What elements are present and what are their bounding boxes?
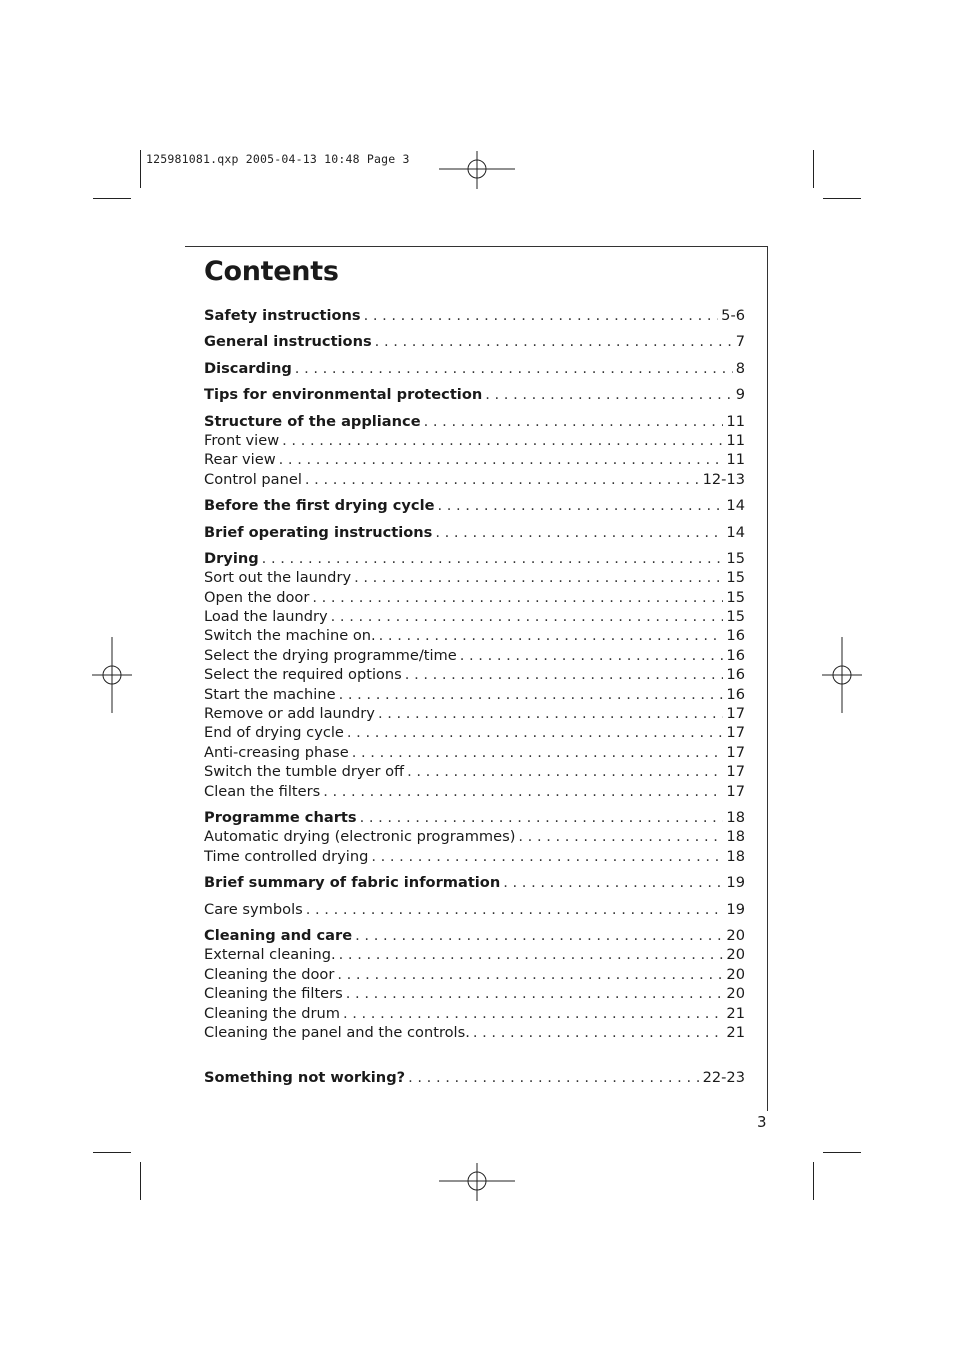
toc-dot-leader (262, 549, 724, 568)
toc-entry (204, 704, 745, 723)
toc-entry-label: External cleaning. (204, 946, 336, 964)
toc-dot-leader (347, 723, 724, 742)
toc-dot-leader (424, 412, 724, 431)
registration-mark-icon (72, 635, 152, 715)
toc-entry-label: Programme charts (204, 808, 357, 826)
toc-entry-label: Sort out the laundry (204, 569, 352, 587)
toc-dot-leader (279, 450, 724, 469)
crop-mark (93, 198, 131, 199)
toc-dot-leader (354, 568, 723, 587)
toc-entry-label: Structure of the appliance (204, 412, 421, 430)
toc-entry (204, 568, 745, 587)
toc-entry (204, 588, 745, 607)
toc-entry (204, 984, 745, 1003)
toc-entry (204, 450, 745, 469)
crop-mark (823, 1152, 861, 1153)
toc-entry-page: 8 (735, 359, 745, 377)
toc-dot-leader (378, 704, 723, 723)
toc-entry (204, 549, 745, 568)
toc-entry-page: 15 (726, 588, 745, 606)
toc-entry (204, 665, 745, 684)
toc-dot-leader (407, 762, 723, 781)
frame-right-rule (767, 246, 768, 1111)
toc-entry-page: 11 (726, 451, 745, 469)
toc-entry-page: 20 (726, 965, 745, 983)
toc-entry-label: Care symbols (204, 900, 303, 918)
toc-entry (204, 873, 745, 892)
toc-entry (204, 626, 745, 645)
crop-mark (140, 1162, 141, 1200)
toc-entry-label: Load the laundry (204, 608, 328, 626)
toc-entry (204, 900, 745, 919)
toc-entry (204, 412, 745, 431)
toc-entry (204, 723, 745, 742)
toc-dot-leader (282, 431, 723, 450)
crop-mark (93, 1152, 131, 1153)
toc-entry-label: Start the machine (204, 685, 336, 703)
toc-entry-label: Before the first drying cycle (204, 497, 435, 515)
toc-entry-page: 17 (726, 782, 745, 800)
toc-dot-leader (339, 945, 724, 964)
toc-entry-label: General instructions (204, 333, 372, 351)
toc-dot-leader (305, 470, 700, 489)
toc-entry (204, 945, 745, 964)
toc-dot-leader (331, 607, 724, 626)
toc-entry-label: Brief operating instructions (204, 523, 433, 541)
toc-dot-leader (339, 685, 724, 704)
toc-entry-label: Select the required options (204, 666, 402, 684)
toc-entry-label: Switch the machine on. (204, 627, 376, 645)
frame-top-rule (185, 246, 768, 247)
registration-mark-icon (437, 1141, 517, 1221)
registration-mark-icon (437, 129, 517, 209)
toc-entry-page: 22-23 (702, 1069, 745, 1087)
toc-entry-page: 16 (726, 646, 745, 664)
registration-mark-icon (802, 635, 882, 715)
toc-dot-leader (503, 873, 723, 892)
toc-dot-leader (360, 808, 724, 827)
toc-entry-label: Cleaning the filters (204, 985, 343, 1003)
toc-entry (204, 607, 745, 626)
toc-entry (204, 496, 745, 515)
toc-dot-leader (437, 496, 723, 515)
toc-entry-label: Discarding (204, 359, 292, 377)
toc-entry (204, 827, 745, 846)
toc-entry-page: 20 (726, 926, 745, 944)
toc-entry (204, 782, 745, 801)
toc-entry-page: 20 (726, 985, 745, 1003)
toc-entry-label: Safety instructions (204, 307, 361, 324)
toc-dot-leader (295, 359, 733, 378)
print-slug: 125981081.qxp 2005-04-13 10:48 Page 3 (146, 152, 410, 166)
toc-dot-leader (323, 782, 723, 801)
toc-entry (204, 1068, 745, 1087)
crop-mark (813, 1162, 814, 1200)
toc-entry-page: 14 (726, 497, 745, 515)
crop-mark (140, 150, 141, 188)
toc-entry-page: 18 (726, 847, 745, 865)
toc-entry-page: 11 (726, 431, 745, 449)
toc-entry-page: 17 (726, 705, 745, 723)
toc-entry (204, 332, 745, 351)
toc-entry-label: Cleaning and care (204, 926, 353, 944)
toc-entry (204, 847, 745, 866)
toc-entry-label: Remove or add laundry (204, 705, 375, 723)
toc-entry (204, 743, 745, 762)
toc-entry-label: Clean the filters (204, 782, 321, 800)
toc-entry-label: End of drying cycle (204, 724, 344, 742)
toc-entry-page: 17 (726, 724, 745, 742)
toc-entry-page: 15 (726, 569, 745, 587)
toc-dot-leader (306, 900, 724, 919)
toc-entry-page: 19 (726, 874, 745, 892)
toc-entry-page: 16 (726, 685, 745, 703)
toc-entry (204, 359, 745, 378)
toc-entry-page: 9 (735, 386, 745, 404)
toc-entry (204, 1023, 745, 1042)
table-of-contents (204, 306, 745, 1088)
toc-entry-label: Select the drying programme/time (204, 646, 457, 664)
toc-entry-label: Time controlled drying (204, 847, 369, 865)
toc-entry (204, 306, 745, 325)
toc-dot-leader (518, 827, 723, 846)
toc-entry (204, 685, 745, 704)
page-number: 3 (757, 1113, 767, 1131)
toc-dot-leader (346, 984, 724, 1003)
toc-dot-leader (473, 1023, 724, 1042)
toc-entry-label: Cleaning the panel and the controls. (204, 1023, 470, 1041)
toc-dot-leader (364, 306, 719, 325)
page-title: Contents (204, 256, 339, 287)
toc-entry (204, 385, 745, 404)
toc-dot-leader (460, 646, 724, 665)
toc-dot-leader (312, 588, 723, 607)
toc-entry-page: 5-6 (721, 307, 745, 324)
toc-entry-label: Drying (204, 549, 259, 567)
toc-entry-label: Brief summary of fabric information (204, 874, 501, 892)
toc-entry-page: 14 (726, 523, 745, 541)
toc-entry-page: 21 (726, 1004, 745, 1022)
toc-entry-label: Open the door (204, 588, 310, 606)
toc-entry-label: Rear view (204, 451, 276, 469)
toc-dot-leader (343, 1004, 723, 1023)
toc-entry-label: Tips for environmental protection (204, 386, 483, 404)
toc-entry (204, 523, 745, 542)
toc-dot-leader (352, 743, 724, 762)
toc-dot-leader (435, 523, 723, 542)
toc-entry-page: 18 (726, 828, 745, 846)
toc-dot-leader (405, 665, 724, 684)
toc-dot-leader (375, 332, 733, 351)
toc-entry-page: 12-13 (702, 470, 745, 488)
toc-dot-leader (485, 385, 732, 404)
toc-entry-page: 11 (726, 412, 745, 430)
toc-entry-page: 21 (726, 1023, 745, 1041)
toc-dot-leader (337, 965, 723, 984)
toc-entry-page: 16 (726, 627, 745, 645)
toc-entry (204, 808, 745, 827)
toc-dot-leader (371, 847, 723, 866)
toc-entry (204, 762, 745, 781)
toc-entry-label: Automatic drying (electronic programmes) (204, 828, 516, 846)
toc-entry-page: 17 (726, 743, 745, 761)
toc-entry-label: Front view (204, 431, 280, 449)
toc-entry-page: 16 (726, 666, 745, 684)
toc-entry-page: 7 (735, 333, 745, 351)
toc-entry (204, 1004, 745, 1023)
toc-entry-label: Switch the tumble dryer off (204, 763, 405, 781)
toc-entry-page: 18 (726, 808, 745, 826)
toc-entry-label: Anti-creasing phase (204, 743, 349, 761)
toc-entry-page: 19 (726, 900, 745, 918)
toc-entry (204, 926, 745, 945)
toc-dot-leader (379, 626, 724, 645)
toc-entry-page: 17 (726, 763, 745, 781)
toc-entry (204, 646, 745, 665)
toc-entry (204, 431, 745, 450)
toc-entry-page: 15 (726, 549, 745, 567)
toc-entry-label: Control panel (204, 470, 302, 488)
toc-entry-page: 15 (726, 608, 745, 626)
toc-entry (204, 470, 745, 489)
toc-entry-label: Something not working? (204, 1069, 406, 1087)
toc-entry-label: Cleaning the door (204, 965, 335, 983)
toc-entry-label: Cleaning the drum (204, 1004, 340, 1022)
crop-mark (823, 198, 861, 199)
toc-entry (204, 965, 745, 984)
toc-dot-leader (408, 1068, 699, 1087)
toc-entry-page: 20 (726, 946, 745, 964)
toc-dot-leader (355, 926, 723, 945)
crop-mark (813, 150, 814, 188)
